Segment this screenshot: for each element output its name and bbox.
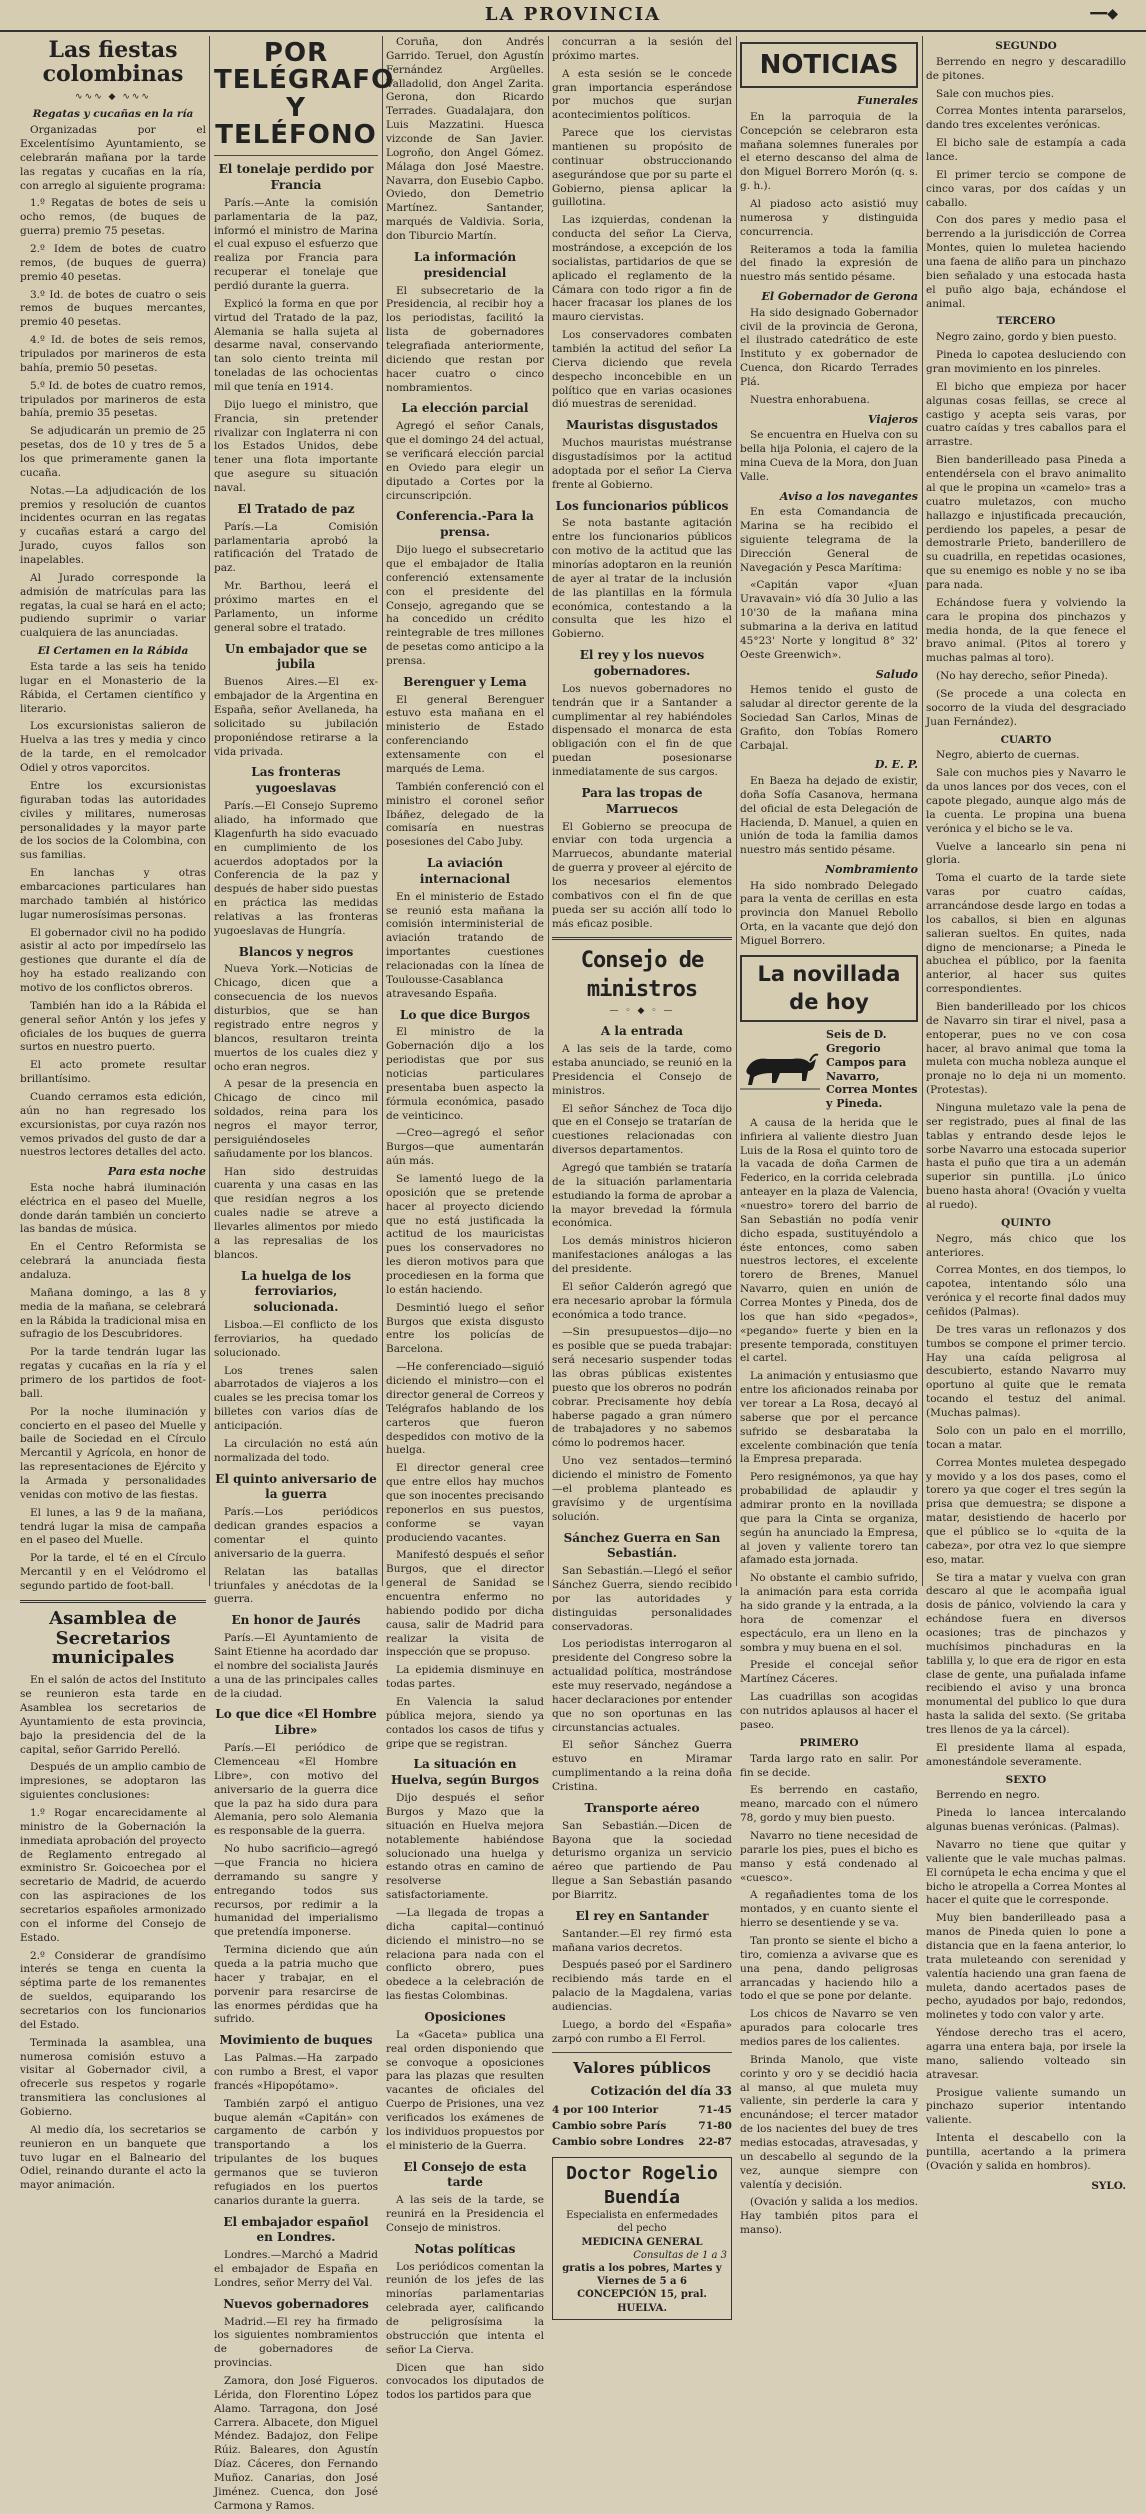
paragraph: Pero resignémonos, ya que hay probabilidad de aplaudir y admirar pronto en la novillada que para la Cinta se organiza, según ha anunciado la Empresa, al joven y valiente torero tan afamado esta jornada. [740, 1471, 918, 1567]
paragraph: Cuando cerramos esta edición, aún no han regresado los excursionistas, por cuya razón nos vemos privados del gusto de dar a nuestros lectores detalles del acto. [20, 1090, 206, 1159]
valores-table [552, 2103, 732, 2151]
subhead-tropas: Para las tropas de Marruecos [581, 785, 703, 816]
paragraph: Desmintió luego el señor Burgos que exista disgusto entre los policías de Barcelona. [386, 1301, 544, 1356]
paragraph: Pineda lo lancea intercalando algunas buenas verónicas. (Palmas). [926, 1807, 1126, 1834]
paragraph: Al medio día, los secretarios se reunieron en un banquete que tuvo lugar en el Balneario del Odiel, reinando durante el acto la mayor animación. [20, 2123, 206, 2192]
paragraph: Coruña, don Andrés Garrido. Teruel, don Agustín Fernández Argüelles. Valladolid, don Angel Zarita. Gerona, don Ricardo Terrades. Guadalajara, don Luis Mazzatini. Huesca vizconde de San Javier. Logroño, don Angel Gómez. Málaga don José Maestre. Navarra, don Eusebio Capbo. Oviedo, don Demetrio Martínez. Santander, marqués de Valdivia. Soria, don Tiburcio Martín. [386, 36, 544, 243]
subhead-huelva: La situación en Huelva, según Burgos [390, 1757, 540, 1788]
paragraph: Santander.—El rey firmó esta mañana varios decretos. [552, 1927, 732, 1954]
paragraph: Notas.—La adjudicación de los premios y resolución de cuantos incidentes ocurran en las regatas y cucañas estará a cargo del Jurado, cuyos fallos son inapelables. [20, 484, 206, 567]
paragraph: La animación y entusiasmo que entre los aficionados reinaba por ver torear a La Rosa, decayó al saberse que por el percance sufrido se desbarataba la excelente combinación que tenía la Empresa preparada. [740, 1370, 918, 1466]
paragraph: El primer tercio se compone de cinco varas, por dos caídas y un caballo. [926, 168, 1126, 209]
paragraph: Madrid.—El rey ha firmado los siguientes nombramientos de gobernadores de provincias. [214, 2315, 378, 2370]
paragraph: Esta noche habrá iluminación eléctrica en el paseo del Muelle, donde darán también un concierto las bandas de música. [20, 1181, 206, 1236]
column-rule [548, 36, 549, 1586]
paragraph: Se tira a matar y vuelva con gran descaro al que le acompaña igual dosis de pánico, volviendo la cara y echándose fuera en diversos ocasiones; tras de pinchazos y muchísimos pinchaduras en la tablilla y, lo que era de rigor en esta clase de gente, una puñalada infame recibiendo el aviso y una bronca monumental del publico lo que dura hasta la salida del sexto. (Se gritaba tres llenos de ya la cárcel). [926, 1571, 1126, 1736]
ornament-icon: — ◦ ◆ ◦ — [609, 1006, 675, 1017]
paragraph: Se adjudicarán un premio de 25 pesetas, dos de 10 y tres de 5 a los que primeramente ganen la cucaña. [20, 425, 206, 479]
subhead-informacion: La información presidencial [413, 249, 517, 280]
paragraph: El señor Calderón agregó que era necesario aprobar la fórmula económica a todo trance. [552, 1280, 732, 1321]
paragraph: En la parroquia de la Concepción se celebraron esta mañana solemnes funerales por el eterno descanso del alma de don Miguel Borrero Morón (q. s. g. h.). [740, 110, 918, 193]
ornament-icon: ∿∿∿ ◆ ∿∿∿ [75, 92, 151, 103]
subhead-noche: Para esta noche [107, 1165, 206, 1179]
subhead-hombre-libre: Lo que dice «El Hombre Libre» [215, 1707, 377, 1738]
paragraph: concurran a la sesión del próximo martes. [552, 36, 732, 62]
doctor-specialty: Especialista en enfermedades del pecho [566, 2210, 718, 2235]
paragraph: Agregó que también se trataría de la situación parlamentaria estudiando la forma de aprobar a la mayor brevedad la fórmula económica. [552, 1162, 732, 1230]
column-2 [214, 36, 395, 2512]
paragraph: En esta Comandancia de Marina se ha recibido el siguiente telegrama de la Dirección General de Navegación y Pesca Marítima: [740, 506, 918, 574]
paragraph: San Sebastián.—Llegó el señor Sánchez Guerra, siendo recibido por las autoridades y distinguidas personalidades conservadoras. [552, 1565, 732, 1633]
paragraph: París.—La Comisión parlamentaria aprobó la ratificación del Tratado de paz. [214, 520, 378, 575]
paragraph: Correa Montes intenta pararselos, dando tres excelentes verónicas. [926, 105, 1126, 132]
paragraph: A causa de la herida que le infiriera al valiente diestro Juan Luis de la Rosa el quinto toro de la vacada de doña Carmen de Federico, en la corrida celebrada anteayer en la plaza de Valencia, «nuestro» torero del barrio de San Sebastián no podía venir dicho espada, sustituyéndolo a éste entonces, como saben nuestros lectores, el excelente torero de Brenes, Manuel Navarro, quien en unión de Correa Montes y Pineda, dos de los que han sido «pegados», «pegando» fuerte y bien en la presente temporada, constituyen el cartel. [740, 1116, 918, 1365]
paragraph: A las seis de la tarde, como estaba anunciado, se reunió en la Presidencia el Consejo de ministros. [552, 1043, 732, 1097]
subhead-rey-gobernadores: El rey y los nuevos gobernadores. [579, 648, 705, 678]
paragraph: Ha sido designado Gobernador civil de la provincia de Gerona, el ilustrado catedrático de este Instituto y ex gobernador de Cuenca, don Ricardo Terrades Plá. [740, 306, 918, 388]
paragraph: Preside el concejal señor Martínez Cáceres. [740, 1659, 918, 1686]
subhead-segundo: SEGUNDO [995, 40, 1057, 52]
paragraph: Correa Montes, en dos tiempos, lo capotea, intentando sólo una verónica y el recorte final dados muy ceñidos (Palmas). [926, 1264, 1126, 1319]
paragraph: Explicó la forma en que por virtud del Tratado de la paz, Alemania se halla sujeta al desarme naval, conservando tan solo ciento treinta mil toneladas de las ochocientas mil que tenía en 1914. [214, 297, 378, 394]
paragraph: París.—El periódico de Clemenceau «El Hombre Libre», con motivo del aniversario de la guerra dice que la paz ha sido dura para Alemania, pero solo Alemania es responsable de la guerra. [214, 1742, 378, 1838]
paragraph: Los trenes salen abarrotados de viajeros a los cuales se les precisa tomar los billetes con varios días de anticipación. [214, 1364, 378, 1433]
paragraph: 5.º Id. de botes de cuatro remos, tripulados por marineros de esta bahía, premio 35 pesetas. [20, 379, 206, 420]
paragraph: Dicen que han sido convocados los diputados de todos los partidos para que [386, 2361, 544, 2402]
masthead [0, 0, 1146, 32]
paragraph: Por la noche iluminación y concierto en el paseo del Muelle y baile de Sociedad en el Círculo Mercantil y Agrícola, en honor de las representaciones de Ejército y la Armada y personalidades venidas con motivo de las fiestas. [20, 1405, 206, 1501]
column-rule [209, 36, 210, 1586]
paragraph: También zarpó el antiguo buque alemán «Capitán» con cargamento de carbón y transportando a los tripulantes de los buques germanos que se tuvieron refugiados en los puertos canarios durante la guerra. [214, 2097, 378, 2207]
valores-label: Cambio sobre París [552, 2120, 667, 2133]
paragraph: París.—Ante la comisión parlamentaria de la paz, informó el ministro de Marina el cual expuso el esfuerzo que realiza por Francia para recuperar el tonelaje que perdió durante la guerra. [214, 196, 378, 292]
paragraph: El gobernador civil no ha podido asistir al acto por impedírselo las gestiones que durante el día de hoy ha estado realizando con motivo de los conflictos obreros. [20, 926, 206, 994]
paragraph: El lunes, a las 9 de la mañana, tendrá lugar la misa de campaña en el paseo del Muelle. [20, 1506, 206, 1547]
paragraph: Zamora, don José Figueros. Lérida, don Florentino López Alamo. Tarragona, don José Carrera. Albacete, don Miguel Méndez. Badajoz, don Felipe Rúiz. Baleares, don Agustín Díaz. Cáceres, don Fernando Muñoz. Canarias, don José Jiménez. Cuenca, don José Carmona y Ramos. [214, 2375, 378, 2512]
doctor-medicine: MEDICINA GENERAL [581, 2236, 703, 2248]
paragraph: San Sebastián.—Dicen de Bayona que la sociedad deturismo organiza un servicio aéreo que partiendo de Pau llegue a San Sebastián pasando por Biarritz. [552, 1819, 732, 1902]
subhead-berenguer: Berenguer y Lema [403, 674, 527, 689]
paragraph: La «Gaceta» publica una real orden disponiendo que se convoque a oposiciones para las plazas que resulten vacantes de oficiales del Cuerpo de Prisiones, una vez verificados los exámenes de los individuos propuestos por el ministerio de la Guerra. [386, 2028, 544, 2152]
paragraph: A pesar de la presencia en Chicago de cinco mil soldados, reina para los negros el mayor terror, persiguiéndoseles sañudamente por los blancos. [214, 1078, 378, 1160]
paragraph: Se nota bastante agitación entre los funcionarios públicos con motivo de la actitud que las minorías adoptaron en la reunión de ayer al tratar de la inclusión de las plantillas en la fórmula económica, contestando a la consulta que les hizo el Gobierno. [552, 517, 732, 641]
paragraph: Tarda largo rato en salir. Por fin se decide. [740, 1752, 918, 1779]
valores-row [552, 2119, 732, 2135]
divider [20, 1600, 206, 1603]
paragraph: Entre los excursionistas figuraban todas las autoridades civiles y militares, numerosas personalidades y la mayor parte de los socios de la Colombina, con sus familias. [20, 779, 206, 862]
subhead-notas: Notas políticas [414, 2241, 516, 2256]
subhead-mauristas: Mauristas disgustados [566, 418, 718, 433]
paragraph: Negro, abierto de cuernas. [936, 749, 1080, 762]
paragraph: Después paseó por el Sardinero recibiendo más tarde en el palacio de la Magdalena, varias audiencias. [552, 1959, 732, 2014]
subhead-funerales: Funerales [857, 94, 918, 108]
valores-value: 71-80 [698, 2120, 732, 2133]
paragraph: —La llegada de tropas a dicha capital—continuó diciendo el ministro—no se relaciona para nada con el conflicto obrero, pues obedece a la celebración de las fiestas Colombinas. [386, 1906, 544, 2003]
subhead-tratado: El Tratado de paz [237, 501, 355, 516]
paragraph: El bicho sale de estampía a cada lance. [926, 137, 1126, 164]
bull-icon [740, 1047, 820, 1093]
subhead-consejo-tarde: El Consejo de esta tarde [403, 2159, 527, 2190]
paragraph: En Valencia la salud pública mejora, siendo ya contados los casos de tifus y gripe que se registran. [386, 1695, 544, 1750]
column-5 [740, 36, 918, 2237]
paragraph: Terminada la asamblea, una numerosa comisión estuvo a visitar al Gobernador civil, a ofrecerle sus respetos y rogarle transmitiera las conclusiones al Gobierno. [20, 2036, 206, 2119]
paragraph: A esta sesión se le concede gran importancia esperándose por muchos que surjan acontecimientos políticos. [552, 67, 732, 122]
bull-illustration [740, 1028, 918, 1111]
subhead-londres: El embajador español en Londres. [223, 2214, 369, 2245]
paragraph: Dijo luego el ministro, que Francia, sin pretender rivalizar con Inglaterra ni con los Estados Unidos, debe tener una flota importante que asegure su situación naval. [214, 398, 378, 495]
paragraph: El Gobierno se preocupa de enviar con toda urgencia a Marruecos, abundante material de guerra y proveer al ejército de los necesarios elementos combativos con el fin de que pueda ser su acción allí todo lo más eficaz posible. [552, 820, 732, 930]
paragraph: En lanchas y otras embarcaciones particulares han marchado también al histórico lugar numerosísimas personas. [20, 867, 206, 921]
subhead-embajador: Un embajador que se jubila [224, 641, 368, 672]
subhead-nombramiento: Nombramiento [825, 863, 918, 877]
paragraph: Por la tarde, el té en el Círculo Mercantil y en el Velódromo el segundo partido de foot-ball. [20, 1552, 206, 1592]
paragraph: Se lamentó luego de la oposición que se pretende hacer al proyecto diciendo que no está justificada la actitud de los mauricistas pues los conservadores no les dieron motivos para que procediesen en la forma que lo están haciendo. [386, 1173, 544, 1296]
paragraph: Termina diciendo que aún queda a la patria mucho que hacer y trabajar, en el porvenir para resarcirse de las enormes pérdidas que ha sufrido. [214, 1944, 378, 2026]
doctor-name: Doctor Rogelio Buendía [566, 2162, 718, 2208]
paragraph: 1.º Rogar encarecidamente al ministro de la Gobernación la inmediata aprobación del proyecto de Reglamento entregado al exministro Sr. Goicoechea por el secretario de Madrid, de acuerdo con las aspiraciones de los secretarios españoles armonizado con el informe del Consejo de Estado. [20, 1806, 206, 1944]
subhead-dep: D. E. P. [874, 758, 918, 772]
subhead-valores: Valores públicos [573, 2058, 711, 2077]
paragraph: Relatan las batallas triunfales y anécdotas de la guerra. [214, 1565, 378, 1606]
valores-row [552, 2135, 732, 2151]
paragraph: El general Berenguer estuvo esta mañana en el ministerio de Estado conferenciando extensamente con el marqués de Lema. [386, 693, 544, 775]
headline-asamblea: Asamblea de Secretarios municipales [49, 1607, 177, 1669]
paragraph: Londres.—Marchó a Madrid el embajador de España en Londres, señor Merry del Val. [214, 2249, 378, 2289]
paragraph: Lisboa.—El conflicto de los ferroviarios, ha quedado solucionado. [214, 1319, 378, 1359]
paragraph: Nuestra enhorabuena. [750, 393, 870, 406]
paragraph: Navarro no tiene necesidad de pararle los pies, pues el bicho es manso y está condenado al «cuesco». [740, 1829, 918, 1884]
subhead-gobernadores: Nuevos gobernadores [223, 2296, 369, 2311]
paragraph: Negro zaino, gordo y bien puesto. [936, 331, 1117, 344]
subhead-jaures: En honor de Jaurés [231, 1613, 361, 1628]
paragraph: Ha sido nombrado Delegado para la venta de cerillas en esta provincia don Manuel Rebollo Orta, en la vacante que dejó don Miguel Borrero. [740, 879, 918, 948]
paragraph: A las seis de la tarde, se reunirá en la Presidencia el Consejo de ministros. [386, 2194, 544, 2234]
paragraph: También conferenció con el ministro el coronel señor Ibáñez, delegado de la comisaría en nuestras posesiones del Cabo Juby. [386, 780, 544, 849]
column-rule [922, 36, 923, 1586]
subhead-fronteras: Las fronteras yugoeslavas [251, 765, 341, 796]
paragraph: Luego, a bordo del «España» zarpó con rumbo a El Ferrol. [552, 2018, 732, 2045]
paragraph: (No hay derecho, señor Pineda). [936, 670, 1108, 683]
subhead-conferencia: Conferencia.-Para la prensa. [396, 509, 534, 540]
paragraph: Nueva York.—Noticias de Chicago, dicen que a consecuencia de los nuevos disturbios, que se han registrado entre negros y blancos, resultaron treinta muertos de los cuales diez y ocho eran negros. [214, 963, 378, 1073]
valores-row [552, 2103, 732, 2119]
paragraph: Mr. Barthou, leerá el próximo martes en el Parlamento, un informe general sobre el tratado. [214, 580, 378, 634]
paragraph: —Sin presupuestos—dijo—no es posible que se pueda trabajar: será necesario suspender todas las obras públicas existentes puesto que los obreros no podrán cobrar. Precisamente hoy debía haberse pagado a gran número de trabajadores y no sabemos cómo lo podremos hacer. [552, 1326, 732, 1450]
subhead-sanchez-guerra: Sánchez Guerra en San Sebastián. [563, 1530, 721, 1561]
paragraph: Han sido destruidas cuarenta y una casas en las que residían negros a los cuales nadie se atreve a llevarles alimentos por miedo a las represalias de los blancos. [214, 1165, 378, 1261]
paragraph: En el Centro Reformista se celebrará la anunciada fiesta andaluza. [20, 1241, 206, 1281]
paragraph: Berrendo en negro y descaradillo de pitones. [926, 55, 1126, 82]
paragraph: El subsecretario de la Presidencia, al recibir hoy a los periodistas, facilitó la lista de gobernadores telegrafiada anteriormente, diciendo que restan por hacer cuatro o cinco nombramientos. [386, 284, 544, 394]
paragraph: Dijo luego el subsecretario que el embajador de Italia conferenció extensamente con el presidente del Consejo, agregando que se ha concedido un crédito reintegrable de tres millones de pesetas como anticipo a la prensa. [386, 544, 544, 667]
paragraph: No obstante el cambio sufrido, la animación para esta corrida ha sido grande y la entrada, a la hora de comenzar el espectáculo, era un lleno en la sombra y muy buena en el sol. [740, 1572, 918, 1654]
paragraph: Ninguna muletazo vale la pena de ser registrado, pues al final de las tablas y entrando desde lejos le sorbe Navarro una estocada superior hasta el puño que tira a un ademán superior sin puntilla. ¡Lo único bueno hasta ahora! (Ovación y vuelta al ruedo). [926, 1102, 1126, 1212]
subhead-santander: El rey en Santander [575, 1908, 709, 1923]
paragraph: Echándose fuera y volviendo la cara le propina dos pinchazos y media honda, de la que fenece el bravo animal. (Pitos al torero y muchas palmas al toro). [926, 596, 1126, 665]
paragraph: 3.º Id. de botes de cuatro o seis remos de buques mercantes, premio 40 pesetas. [20, 288, 206, 329]
paragraph: Navarro no tiene que quitar y valiente que le vale muchas palmas. El cornúpeta le echa encima y que el bicho le atropella a Correa Montes al hacer el quite que le corresponde. [926, 1838, 1126, 1907]
paragraph: El bicho que empieza por hacer algunas cosas feillas, se crece al castigo y acepta seis varas, por cuatro caídas y tres caballos para el arrastre. [926, 380, 1126, 449]
subhead-transporte: Transporte aéreo [584, 1800, 700, 1815]
paragraph: París.—El Ayuntamiento de Saint Etienne ha acordado dar el nombre del socialista Jaurés a una de las principales calles de la ciudad. [214, 1632, 378, 1700]
paragraph: Los excursionistas salieron de Huelva a las tres y media y cinco de la tarde, en el remolcador Odiel y otros vaporcitos. [20, 720, 206, 775]
paragraph: Brinda Manolo, que viste corinto y oro y se decidió hacia al manso, al que muleta muy valiente, sin perderle la cara y encunándose; el tercer matador de los nacientes del buey de tres medias estocadas, atravesadas, y un descabello al segundo de la vez, aunque siempre con valentía y decisión. [740, 2053, 918, 2191]
paragraph: Negro, más chico que los anteriores. [926, 1232, 1126, 1259]
paragraph: Solo con un palo en el morrillo, tocan a matar. [926, 1424, 1126, 1451]
paragraph: El ministro de la Gobernación dijo a los periodistas que por sus noticias particulares presentaba buen aspecto la fórmula económica, pasado de veinticinco. [386, 1026, 544, 1122]
paragraph: —He conferenciado—siguió diciendo el ministro—con el director general de Correos y Telégrafos hablando de los carteros que fueron despedidos con motivo de la huelga. [386, 1361, 544, 1457]
valores-label: 4 por 100 Interior [552, 2104, 659, 2117]
paragraph: Correa Montes muletea despegado y movido y a los dos pases, como el torero ya que coger el tres según la prisa que demuestra; se dispone a matar, desistiendo de hacerlo por que el público se lo «quita de la cabeza», por otra vez lo que siempre eso, matar. [926, 1456, 1126, 1566]
paragraph: Los conservadores combaten también la actitud del señor La Cierva diciendo que revela despecho inconcebible en un político que en varias ocasiones dió muestras de serenidad. [552, 329, 732, 411]
paragraph: Sale con muchos pies y Navarro le da unos lances por dos veces, con el capote plegado, aunque algo más de la cuenta. Le propina una buena verónica y el bicho se le va. [926, 767, 1126, 835]
column-4 [552, 36, 732, 2314]
headline-noticias: NOTICIAS [740, 42, 918, 88]
subhead-eleccion: La elección parcial [401, 401, 529, 416]
paragraph: Los periódicos comentan la reunión de los jefes de las minorías parlamentarias celebrada ayer, calificando de peligrosísima la obstrucción que intenta el señor La Cierva. [386, 2260, 544, 2356]
paragraph: Muy bien banderilleado pasa a manos de Pineda quien lo pone a distancia que en la faena anterior, lo trata muleteando con serenidad y valentía haciendo una gran faena de muleta, dando acertados pases de pecho, ayudados por bajo, redondos, molinetes y todo con valor y arte. [926, 1912, 1126, 2022]
valores-value: 71-45 [698, 2104, 732, 2117]
column-6 [926, 36, 1126, 2192]
paragraph: Intenta el descabello con la puntilla, acertando a la primera (Ovación y salida en hombros). [926, 2132, 1126, 2172]
subhead-cotizacion: Cotización del día 33 [590, 2084, 732, 2099]
paragraph: Tan pronto se siente el bicho a tiro, comienza a avivarse que es una pena, dando peligrosas arrancadas y haciendo hilo a todo el que se pone por delante. [740, 1934, 918, 2003]
paragraph: No hubo sacrificio—agregó—que Francia no hiciera derramando su sangre y entregando todos sus recursos, por redimir a la humanidad del imperialismo que pretendía imponerse. [214, 1843, 378, 1939]
paragraph: Por la tarde tendrán lugar las regatas y cucañas en la ría y el primero de los partidos de foot-ball. [20, 1346, 206, 1400]
doctor-advert [552, 2157, 732, 2320]
paragraph: Organizadas por el Excelentísimo Ayuntamiento, se celebrarán mañana por la tarde las regatas y cucañas en la ría, con arreglo al siguiente programa: [20, 124, 206, 192]
subhead-quinto-toro: QUINTO [1001, 1216, 1051, 1229]
paragraph: El acto promete resultar brillantísimo. [20, 1059, 206, 1086]
paragraph: De tres varas un reflonazos y dos tumbos se compone el primer tercio. Hay una caída peligrosa al descubierto, estando Navarro muy oportuno al quite que le remata tocando el testuz del animal. (Muchas palmas). [926, 1323, 1126, 1420]
paragraph: Bien banderilleado por los chicos de Navarro sin tirar el nivel, pasa a entoperar, pues no ve con cosa hacer, al bravo animal que toma la muleta con mucha nobleza aunque el pronaje no lo deja ni un momento. (Protestas). [926, 1001, 1126, 1097]
paragraph: París.—El Consejo Supremo aliado, ha informado que Klagenfurth ha sido evacuado en cumplimiento de los acuerdos adoptados por la Conferencia de la paz y después de haber sido puestas en práctica las medidas relativas a las fronteras yugoeslavas de Hungría. [214, 800, 378, 937]
subhead-saludo: Saludo [875, 667, 918, 681]
paragraph: Los nuevos gobernadores no tendrán que ir a Santander a cumplimentar al rey habiéndoles dispensado el monarca de esta obligación con el fin de que puedan posesionarse inmediatamente de sus cargos. [552, 682, 732, 778]
doctor-hours: Consultas de 1 a 3 [633, 2249, 727, 2261]
subhead-tercero: TERCERO [996, 315, 1056, 328]
paragraph: Yéndose derecho tras el acero, agarra una entera baja, por irsele la mano, saliendo volteado sin atravesar. [926, 2027, 1126, 2081]
paragraph: El presidente llama al espada, amonestándole severamente. [926, 1741, 1126, 1768]
paragraph: Con dos pares y medio pasa el berrendo a la jurisdicción de Correa Montes, quien lo muletea haciendo una faena de aliño para un pinchazo bien señalado y una estocada hasta el puño algo baja, echándose el animal. [926, 214, 1126, 310]
headline-consejo: Consejo de ministros [580, 948, 704, 1003]
subhead-burgos: Lo que dice Burgos [400, 1007, 530, 1022]
ornament-icon: ━━◆ [1090, 6, 1118, 22]
paragraph: Prosigue valiente sumando un pinchazo superior intentando valiente. [926, 2086, 1126, 2127]
subhead-buques: Movimiento de buques [219, 2033, 373, 2048]
paragraph: París.—Los periódicos dedican grandes espacios a comentar el quinto aniversario de la guerra. [214, 1506, 378, 1560]
divider [552, 2052, 732, 2053]
paragraph: Vuelve a lancearlo sin pena ni gloria. [926, 840, 1126, 867]
paragraph: Sale con muchos pies. [936, 87, 1055, 100]
paragraph: Al Jurado corresponde la admisión de matrículas para las regatas, la cual se hará en el acto; pudiendo suprimir o variar cualquiera de las anunciadas. [20, 571, 206, 640]
paragraph: Parece que los ciervistas mantienen su propósito de continuar obstruccionando asegurándose que por su parte el Gobierno, piensa aplicar la guillotina. [552, 127, 732, 209]
paragraph: «Capitán vapor «Juan Uravavain» vió día 30 Julio a las 10'30 de la mañana mina submarina a la deriva en latitud 45°23' Norte y longitud 8° 32' Oeste Greenwich». [740, 579, 918, 661]
divider [214, 155, 378, 156]
paragraph: Los chicos de Navarro se ven apurados para colocarle tres medios pares de los calientes. [740, 2008, 918, 2048]
paragraph: Berrendo en negro. [936, 1789, 1040, 1802]
paragraph: El señor Sánchez Guerra estuvo en Miramar cumplimentando a la reina doña Cristina. [552, 1739, 732, 1794]
signature: SYLO. [1091, 2179, 1126, 2192]
paragraph: Esta tarde a las seis ha tenido lugar en el Monasterio de la Rábida, el Certamen científico y literario. [20, 661, 206, 715]
valores-value: 22-87 [698, 2135, 732, 2148]
paragraph: Las cuadrillas son acogidas con nutridos aplausos al hacer el paseo. [740, 1691, 918, 1731]
paragraph: Bien banderilleado pasa Pineda a entendérsela con el bravo animalito al que le propina un «camelo» tras a cuatro muletazos, con mucho hallazgo e injustificada precaución, perdiendo los papeles, a pesar de demostrarle Prieto, banderillero de su cuadrilla, en repetidas ocasiones, que su enemigo es noble y no se iba para nada. [926, 454, 1126, 591]
paragraph: (Se procede a una colecta en socorro de la viuda del desgraciado Juan Fernández). [926, 687, 1126, 728]
subhead-quinto: El quinto aniversario de la guerra [215, 1471, 377, 1502]
subhead-cuarto: CUARTO [1000, 733, 1052, 746]
paragraph: Se encuentra en Huelva con su bella hija Polonia, el cajero de la mina Cueva de la Mora, don Juan Valle. [740, 429, 918, 483]
paragraph: La epidemia disminuye en todas partes. [386, 1664, 544, 1691]
subhead-sexto: SEXTO [1005, 1773, 1047, 1786]
paragraph: El señor Sánchez de Toca dijo que en el Consejo se tratarían de cuestiones relacionadas con diversos departamentos. [552, 1102, 732, 1157]
paragraph: En el salón de actos del Instituto se reunieron esta tarde en Asamblea los secretarios de Ayuntamiento de esta provincia, bajo la presidencia del de la capital, señor Garrido Perelló. [20, 1674, 206, 1756]
paragraph: Después de un amplio cambio de impresiones, se adoptaron las siguientes conclusiones: [20, 1761, 206, 1802]
paragraph: —Creo—agregó el señor Burgos—que aumentarán aún más. [386, 1127, 544, 1168]
paragraph: En Baeza ha dejado de existir, doña Sofía Casanova, hermana del oficial de esta Delegación de Hacienda, D. Manuel, a quien en unión de toda la familia damos nuestro más sentido pésame. [740, 774, 918, 857]
paragraph: 2.º Considerar de grandísimo interés se tenga en cuenta la séptima parte de los remanentes de sueldos, equiparando los secretarios con los funcionarios del Estado. [20, 1949, 206, 2031]
divider [552, 937, 732, 940]
paragraph: Buenos Aires.—El ex-embajador de la Argentina en España, señor Avellaneda, ha solicitado su jubilación proponiéndose retirarse a la vida privada. [214, 676, 378, 758]
column-3 [386, 36, 544, 2402]
subhead-gobernador: El Gobernador de Gerona [761, 290, 918, 304]
paragraph: Reiteramos a toda la familia del finado la expresión de nuestro más sentido pésame. [740, 243, 918, 284]
valores-label: Cambio sobre Londres [552, 2135, 684, 2148]
paragraph: A regañadientes toma de los montados, y en cuanto siente el hierro se desentiende y se va. [740, 1889, 918, 1930]
paragraph: (Ovación y salida a los medios. Hay también pitos para el manso). [740, 2196, 918, 2237]
headline-telegrafo: POR TELÉGRAFO Y TELÉFONO [214, 38, 395, 150]
subhead-entrada: A la entrada [600, 1024, 684, 1039]
paragraph: Hemos tenido el gusto de saludar al director gerente de la Sociedad San Carlos, Minas de Grafito, don Tobías Romero Carbajal. [740, 684, 918, 752]
paragraph: Los periodistas interrogaron al presidente del Congreso sobre la actualidad política, mostrándose este muy reservado, negándose a hacer declaraciones por entender que no son oportunas en las circunstancias actuales. [552, 1638, 732, 1734]
paragraph: Mañana domingo, a las 8 y media de la mañana, se celebrará en la Rábida la tradicional misa en sufragio de los Descubridores. [20, 1286, 206, 1341]
newspaper-title: LA PROVINCIA [484, 4, 662, 25]
subhead-primero: PRIMERO [799, 1736, 859, 1749]
subhead-certamen: El Certamen en la Rábida [37, 645, 189, 658]
paragraph: Al piadoso acto asistió muy numerosa y distinguida concurrencia. [740, 197, 918, 238]
headline-fiestas: Las fiestas colombinas [42, 37, 184, 88]
column-1 [20, 36, 206, 2192]
paragraph: Las izquierdas, condenan la conducta del señor La Cierva, mostrándose, a excepción de los socialistas, partidarios de que se aplicado el reglamento de la Cámara con todo rigor a fin de hacer fracasar los planes de los mauro ciervistas. [552, 214, 732, 324]
subhead-aviso: Aviso a los navegantes [779, 489, 918, 503]
paragraph: 2.º Idem de botes de cuatro remos, (de buques de guerra) premio 40 pesetas. [20, 242, 206, 283]
column-rule [736, 36, 737, 1586]
paragraph: 4.º Id. de botes de seis remos, tripulados por marineros de esta bahía, premio 50 pesetas. [20, 334, 206, 374]
paragraph: Manifestó después el señor Burgos, que el director general de Sanidad se encuentra enfermo no habiendo podido por dicha causa, salir de Madrid para realizar la visita de inspección que se propuso. [386, 1549, 544, 1659]
paragraph: Muchos mauristas muéstranse disgustadísimos por la actitud adoptada por el señor La Cierva frente al Gobierno. [552, 437, 732, 491]
subhead-aviacion: La aviación internacional [419, 856, 511, 886]
paragraph: También han ido a la Rábida el general señor Antón y los jefes y oficiales de los buques de guerra surtos en nuestro puerto. [20, 999, 206, 1054]
novillada-cartel: Seis de D. Gregorio Campos para Navarro, Correa Montes y Pineda. [826, 1028, 918, 1111]
paragraph: La circulación no está aún normalizada del todo. [214, 1437, 378, 1464]
paragraph: Uno vez sentados—terminó diciendo el ministro de Fomento—el problema planteado es gravísimo y de urgentísima solución. [552, 1455, 732, 1523]
doctor-address: CONCEPCIÓN 15, pral. HUELVA. [577, 2289, 707, 2314]
subhead-funcionarios: Los funcionarios públicos [555, 498, 729, 513]
subhead-regatas: Regatas y cucañas en la ría [32, 108, 194, 121]
paragraph: 1.º Regatas de botes de seis u ocho remos, (de buques de guerra) premio 75 pesetas. [20, 197, 206, 238]
paragraph: Toma el cuarto de la tarde siete varas por cuatro caídas, arrancándose desde largo en todas a los caballos, si bien en algunas salieran sueltos. En quites, nada digno de mencionarse; a Pineda le abuchea el público, por la faenita anterior, al hacer sus quites correspondientes. [926, 872, 1126, 996]
subhead-viajeros: Viajeros [868, 412, 918, 426]
paragraph: Dijo después el señor Burgos y Mazo que la situación en Huelva mejora notablemente habiéndose solucionado una huelga y estando otras en camino de resolverse satisfactoriamente. [386, 1792, 544, 1902]
paragraph: En el ministerio de Estado se reunió esta mañana la comisión interministerial de aviación tratando de importantes cuestiones relacionadas con la línea de Toulousse-Casablanca atravesando España. [386, 890, 544, 1000]
subhead-huelga: La huelga de los ferroviarios, solucionada. [241, 1268, 351, 1315]
headline-novillada: La novillada de hoy [740, 955, 918, 1022]
subhead-oposiciones: Oposiciones [424, 2009, 506, 2024]
doctor-free: gratis a los pobres, Martes y Viernes de 5 a 6 [562, 2263, 722, 2288]
column-rule [382, 36, 383, 1586]
paragraph: El director general cree que entre ellos hay muchos que son inocentes precisando reponerlos en sus puestos, conforme se vayan produciendo vacantes. [386, 1462, 544, 1544]
subhead-tonelaje: El tonelaje perdido por Francia [218, 162, 374, 193]
paragraph: Pineda lo capotea desluciendo con gran movimiento en los pinreles. [926, 349, 1126, 376]
paragraph: Los demás ministros hicieron manifestaciones análogas a las del presidente. [552, 1235, 732, 1276]
paragraph: Las Palmas.—Ha zarpado con rumbo a Brest, el vapor francés «Hipopótamo». [214, 2052, 378, 2092]
paragraph: Es berrendo en castaño, meano, marcado con el número 78, gordo y muy bien puesto. [740, 1784, 918, 1825]
paragraph: Agregó el señor Canals, que el domingo 24 del actual, se verificará elección parcial en Oviedo para elegir un diputado a Cortes por la circunscripción. [386, 420, 544, 502]
subhead-blancos: Blancos y negros [238, 944, 354, 959]
